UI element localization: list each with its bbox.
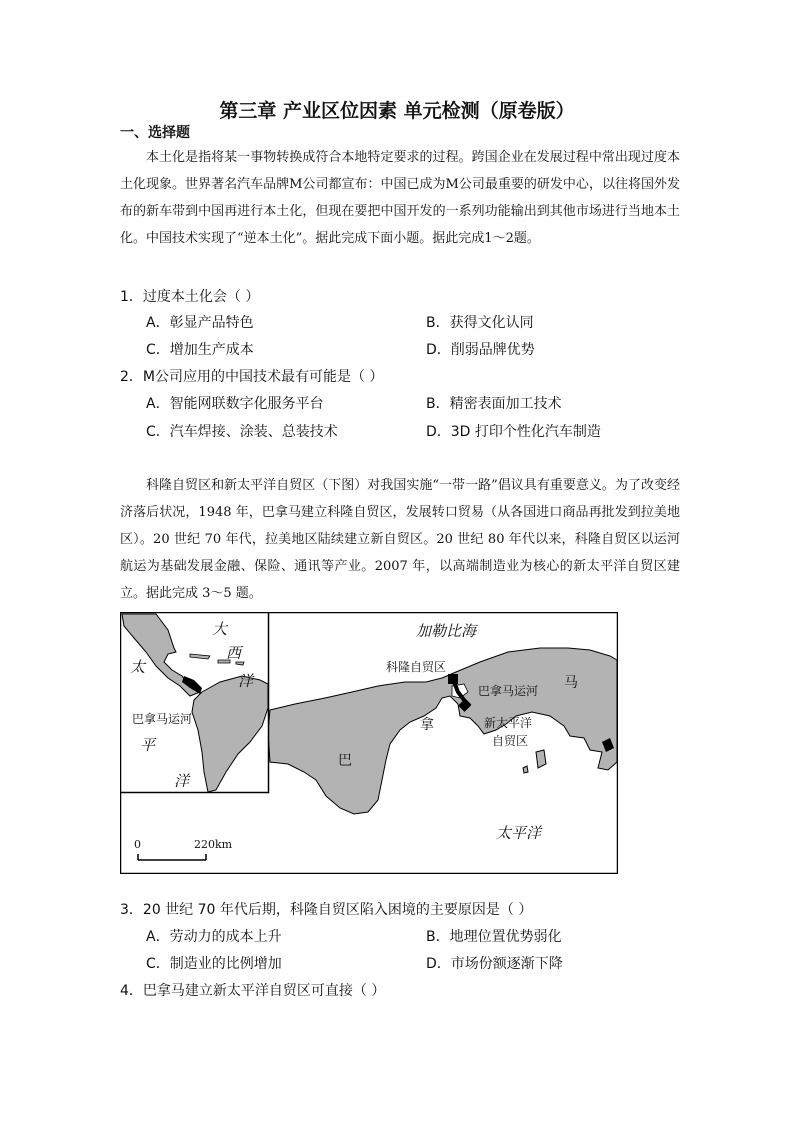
section-heading: 一、选择题	[120, 125, 190, 141]
question-1-stem: 1．过度本土化会（ ）	[120, 289, 260, 305]
question-3-stem: 3．20 世纪 70 年代后期，科隆自贸区陷入困境的主要原因是（ ）	[120, 902, 533, 918]
question-2-option-a[interactable]: A．智能网联数字化服务平台	[146, 396, 324, 412]
canal-label: 巴拿马运河	[478, 684, 539, 698]
passage-1: 本土化是指将某一事物转换成符合本地特定要求的过程。跨国企业在发展过程中常出现过度本土化现象。世界著名汽车品牌M公司都宣布：中国已成为M公司最重要的研发中心，以往将国外发布的新车带到中国再进行本土化，但现在要把中国开发的一系列功能输出到其他市场进行当地本土化。中国技术实现了“逆本土化”。据此完成下面小题。据此完成1～2题。	[120, 150, 680, 246]
country-char-ma: 马	[564, 675, 578, 691]
question-3-option-b[interactable]: B．地理位置优势弱化	[426, 929, 562, 945]
new-pacific-zone-label-line-1: 新太平洋	[484, 716, 533, 730]
passage-2: 科隆自贸区和新太平洋自贸区（下图）对我国实施“一带一路”倡议具有重要意义。为了改变经济落后状况，1948 年，巴拿马建立科隆自贸区，发展转口贸易（从各国进口商品再批发到拉美地区）。20 世纪 70 年代，拉美地区陆续建立新自贸区。20 世纪 80 年代以来，科隆自贸区以运河航运为基础发展金融、保险、通讯等产业。2007 年，以高端制造业为核心的新太平洋自贸区建立。据此完成 3～5 题。	[120, 478, 680, 601]
inset-atlantic-char-3: 洋	[238, 672, 254, 690]
inset-canal-label: 巴拿马运河	[132, 712, 193, 726]
page-title: 第三章 产业区位因素 单元检测（原卷版）	[219, 100, 575, 122]
question-1-option-d[interactable]: D．削弱品牌优势	[426, 342, 535, 358]
pacific-ocean-label: 太平洋	[496, 824, 542, 842]
question-1-option-b[interactable]: B．获得文化认同	[426, 315, 534, 331]
inset-pacific-char-1: 太	[130, 658, 146, 676]
pearl-island-1	[536, 750, 546, 768]
country-char-ba: 巴	[338, 753, 352, 769]
inset-atlantic-char-1: 大	[212, 620, 228, 638]
new-pacific-zone-label-line-2: 自贸区	[492, 734, 529, 748]
question-3-option-a[interactable]: A．劳动力的成本上升	[146, 929, 282, 945]
question-2-option-c[interactable]: C．汽车焊接、涂装、总装技术	[146, 424, 338, 440]
question-2-option-b[interactable]: B．精密表面加工技术	[426, 396, 562, 412]
panama-map	[120, 612, 618, 874]
caribbean-sea-label: 加勒比海	[416, 622, 477, 640]
question-1-option-a[interactable]: A．彰显产品特色	[146, 315, 254, 331]
question-2-stem: 2．M公司应用的中国技术最有可能是（ ）	[120, 369, 384, 385]
question-3-option-c[interactable]: C．制造业的比例增加	[146, 956, 282, 972]
scale-distance-label: 220km	[194, 838, 233, 851]
inset-pacific-char-3: 洋	[174, 772, 190, 790]
question-2-option-d[interactable]: D．3D 打印个性化汽车制造	[426, 424, 601, 440]
colon-zone-label: 科隆自贸区	[386, 660, 447, 674]
country-char-na: 拿	[420, 717, 434, 733]
inset-atlantic-char-2: 西	[226, 644, 242, 662]
inset-pacific-char-2: 平	[140, 736, 156, 754]
colon-zone-marker	[448, 674, 458, 684]
question-4-stem: 4．巴拿马建立新太平洋自贸区可直接（ ）	[120, 983, 386, 999]
map-graphic	[120, 612, 618, 874]
scale-zero-label: 0	[134, 838, 141, 851]
question-3-option-d[interactable]: D．市场份额逐渐下降	[426, 956, 563, 972]
question-1-option-c[interactable]: C．增加生产成本	[146, 342, 254, 358]
